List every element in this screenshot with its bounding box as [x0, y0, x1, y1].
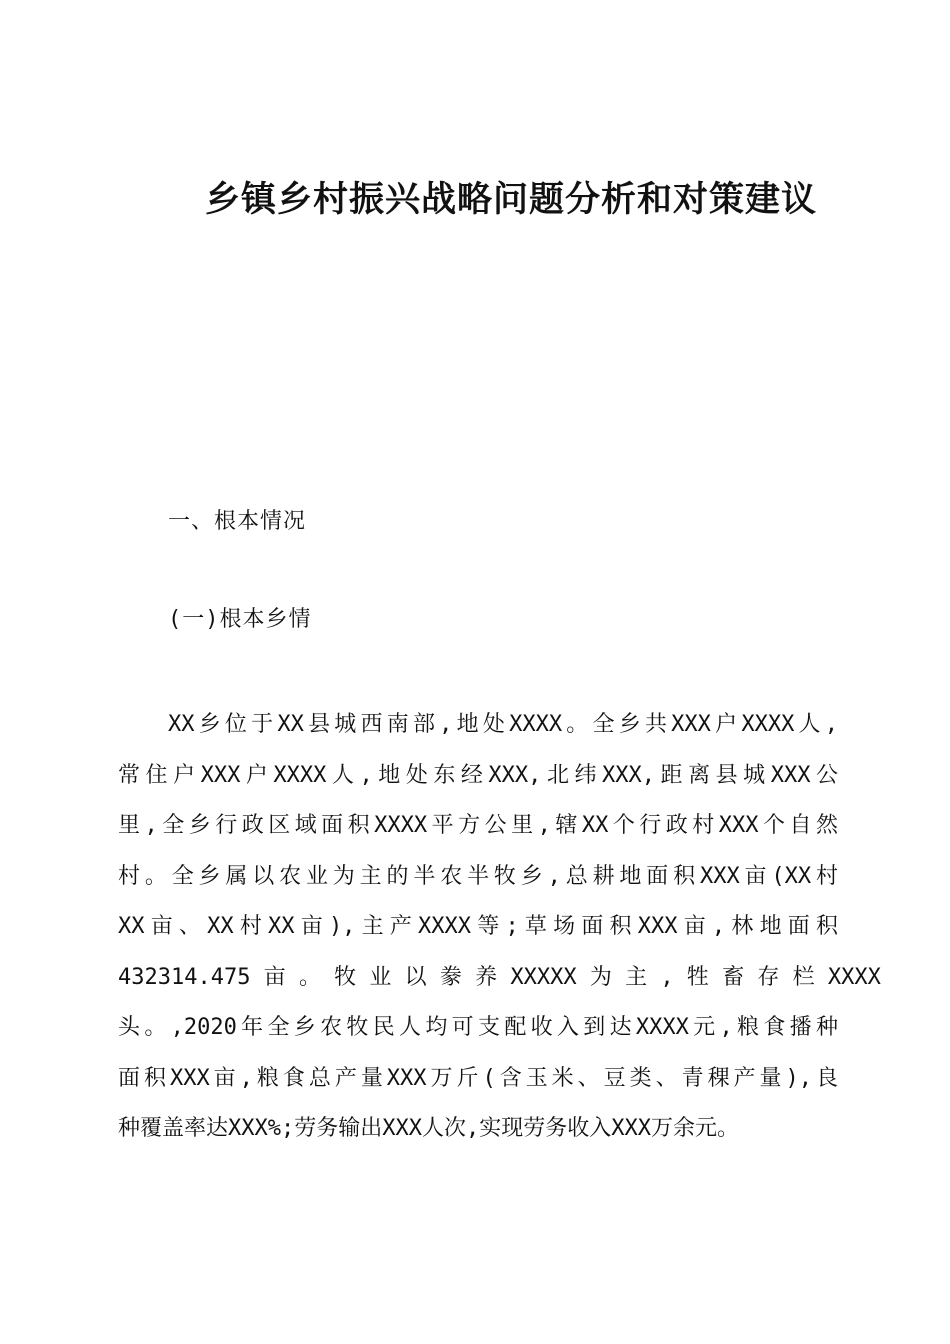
paragraph-line: 村。全乡属以农业为主的半农半牧乡,总耕地面积XXX亩(XX村: [118, 863, 838, 889]
paragraph-line: 面积XXX亩,粮食总产量XXX万斤(含玉米、豆类、青稞产量),良: [118, 1065, 838, 1091]
paragraph-line: XX乡位于XX县城西南部,地处XXXX。全乡共XXX户XXXX人,: [168, 712, 838, 737]
section-heading: 一、根本情况: [168, 509, 307, 534]
paragraph-line: 种覆盖率达XXX%;劳务输出XXX人次,实现劳务收入XXX万余元。: [118, 1116, 739, 1141]
paragraph-line: XX亩、XX村XX亩),主产XXXX等;草场面积XXX亩,林地面积: [118, 914, 838, 939]
paragraph-line: 头。,2020年全乡农牧民人均可支配收入到达XXXX元,粮食播种: [118, 1015, 838, 1040]
document-title: 乡镇乡村振兴战略问题分析和对策建议: [204, 179, 817, 220]
paragraph-line: 常住户XXX户XXXX人,地处东经XXX,北纬XXX,距离县城XXX公: [118, 762, 838, 788]
subsection-heading: (一)根本乡情: [168, 607, 312, 632]
paragraph-line: 里,全乡行政区域面积XXXX平方公里,辖XX个行政村XXX个自然: [118, 813, 838, 838]
body-paragraph: [118, 700, 881, 1155]
paragraph-line: 432314.475 亩 。 牧 业 以 豢 养 XXXXX 为 主 , 牲 畜 存 栏 XXXX: [118, 964, 881, 990]
